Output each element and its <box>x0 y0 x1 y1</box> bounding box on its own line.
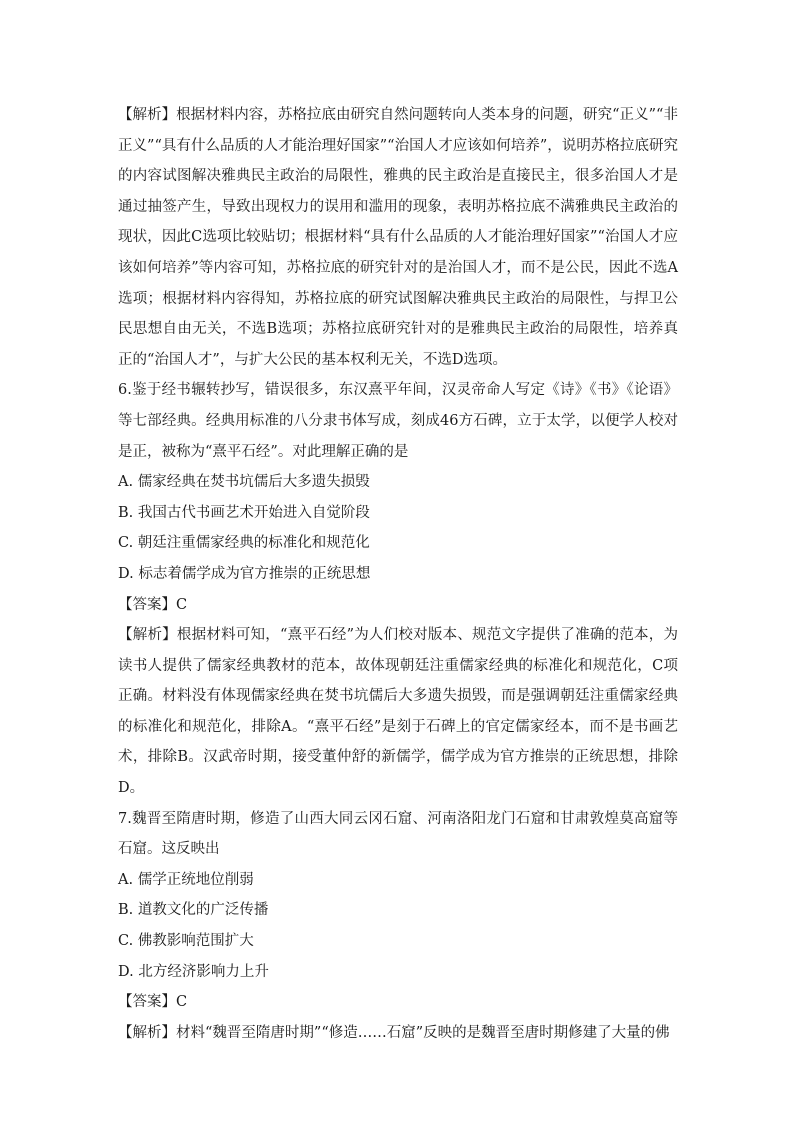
q7-option-b: B. 道教文化的广泛传播 <box>118 902 269 919</box>
q6-analysis: 【解析】根据材料可知，“熹平石经”为人们校对版本、规范文字提供了准确的范本，为读书人提供了儒家经典教材的范本，故体现朝廷注重儒家经典的标准化和规范化，C项正确。材料没有体现儒家经典在焚书坑儒后大多遗失损毁，而是强调朝廷注重儒家经典的标准化和规范化，排除A。“熹平石经”是刻于石碑上的官定儒家经本，而不是书画艺术，排除B。汉武帝时期，接受董仲舒的新儒学，儒学成为官方推崇的正统思想，排除D。 <box>118 627 678 797</box>
document-page <box>118 100 678 1048</box>
q6-option-c: C. 朝廷注重儒家经典的标准化和规范化 <box>118 535 370 552</box>
q6-option-a: A. 儒家经典在焚书坑儒后大多遗失损毁 <box>118 474 370 491</box>
q6-option-d: D. 标志着儒学成为官方推崇的正统思想 <box>118 565 371 582</box>
q5-analysis: 【解析】根据材料内容，苏格拉底由研究自然问题转向人类本身的问题，研究“正义”“非正义”“具有什么品质的人才能治理好国家”“治国人才应该如何培养”，说明苏格拉底研究的内容试图解决雅典民主政治的局限性，雅典的民主政治是直接民主，很多治国人才是通过抽签产生，导致出现权力的误用和滥用的现象，表明苏格拉底不满雅典民主政治的现状，因此C选项比较贴切；根据材料“具有什么品质的人才能治理好国家”“治国人才应该如何培养”等内容可知，苏格拉底的研究针对的是治国人才，而不是公民，因此不选A选项；根据材料内容得知，苏格拉底的研究试图解决雅典民主政治的局限性，与捍卫公民思想自由无关，不选B选项；苏格拉底研究针对的是雅典民主政治的局限性，培养真正的“治国人才”，与扩大公民的基本权利无关，不选D选项。 <box>118 107 678 368</box>
q7-analysis: 【解析】材料“魏晋至隋唐时期”“修造……石窟”反映的是魏晋至唐时期修建了大量的佛 <box>118 1024 670 1041</box>
q6-option-b: B. 我国古代书画艺术开始进入自觉阶段 <box>118 504 370 521</box>
q7-stem: 7.魏晋至隋唐时期，修造了山西大同云冈石窟、河南洛阳龙门石窟和甘肃敦煌莫高窟等石窟。这反映出 <box>118 810 678 858</box>
q6-answer: 【答案】C <box>118 596 188 613</box>
q7-option-c: C. 佛教影响范围扩大 <box>118 933 254 950</box>
q7-option-a: A. 儒学正统地位削弱 <box>118 871 254 888</box>
q6-stem: 6.鉴于经书辗转抄写，错误很多，东汉熹平年间，汉灵帝命人写定《诗》《书》《论语》等七部经典。经典用标准的八分隶书体写成，刻成46方石碑，立于太学，以便学人校对是正，被称为“熹平石经”。对此理解正确的是 <box>118 382 678 460</box>
q7-option-d: D. 北方经济影响力上升 <box>118 963 269 980</box>
q7-answer: 【答案】C <box>118 994 188 1011</box>
